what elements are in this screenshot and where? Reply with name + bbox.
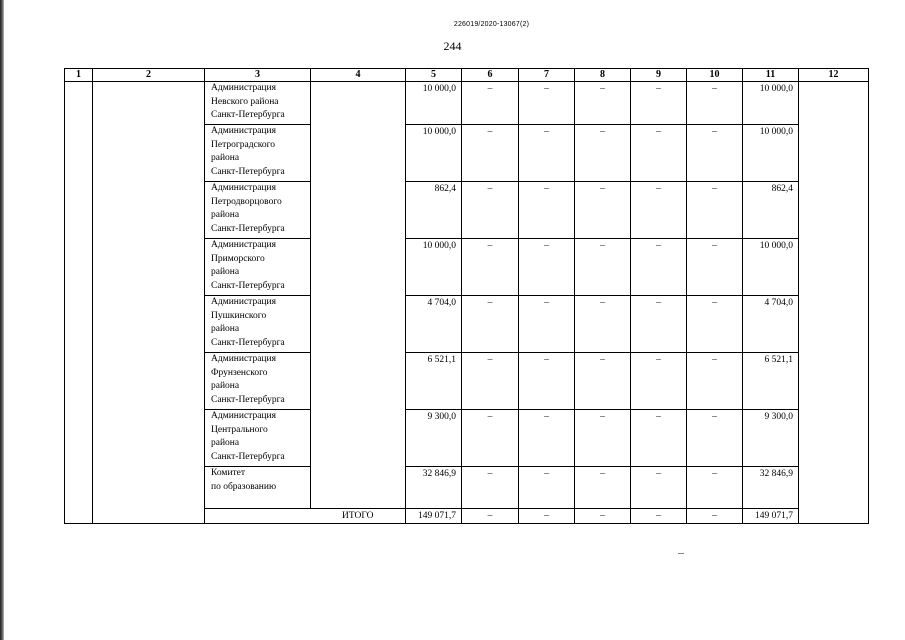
recipient-name-line: Санкт-Петербурга [211,394,285,405]
total-blank-cell [205,509,311,524]
col4-merged-cell [311,82,406,509]
recipient-name-line: Администрация [211,83,276,93]
empty-dash-cell: – [519,182,575,239]
recipient-name-line: Центрального [211,424,268,435]
amount-col11-cell: 6 521,1 [743,353,799,410]
scan-speck [678,553,684,554]
amount-col5-cell: 10 000,0 [406,239,462,296]
recipient-name-cell [205,467,311,509]
recipient-name-cell [205,239,311,296]
empty-dash-cell: – [462,353,519,410]
recipient-name-line: Санкт-Петербурга [211,451,285,462]
recipient-name-line: Администрация [211,411,276,421]
empty-dash-cell: – [687,239,743,296]
header-cell: 12 [799,69,869,82]
empty-dash-cell: – [462,82,519,125]
empty-dash-cell: – [631,296,687,353]
recipient-name-line: района [211,438,240,449]
empty-dash-cell: – [519,82,575,125]
amount-col5-cell: 10 000,0 [406,82,462,125]
empty-dash-cell: – [519,239,575,296]
col1-merged-cell [65,82,93,524]
header-cell: 5 [406,69,462,82]
empty-dash-cell: – [575,82,631,125]
recipient-name-line: по образованию [211,481,277,492]
recipient-name-line: Петродворцового [211,196,282,207]
empty-dash-cell: – [519,509,575,524]
empty-dash-cell: – [462,239,519,296]
header-cell: 4 [311,69,406,82]
recipient-name-cell [205,125,311,182]
header-cell: 6 [462,69,519,82]
recipient-name-cell [205,182,311,239]
table-row [65,82,869,125]
amount-col11-cell: 10 000,0 [743,239,799,296]
empty-dash-cell: – [687,467,743,509]
amount-col5-cell: 10 000,0 [406,125,462,182]
total-col11-cell: 149 071,7 [743,509,799,524]
empty-dash-cell: – [575,296,631,353]
recipient-name-line: Администрация [211,354,276,364]
recipient-name-line: Санкт-Петербурга [211,280,285,291]
empty-dash-cell: – [631,182,687,239]
empty-dash-cell: – [462,182,519,239]
empty-dash-cell: – [687,353,743,410]
empty-dash-cell: – [519,467,575,509]
empty-dash-cell: – [631,239,687,296]
scan-edge-shadow [0,0,4,640]
recipient-name-line: района [211,267,240,278]
empty-dash-cell: – [687,182,743,239]
empty-dash-cell: – [519,353,575,410]
recipient-name-cell [205,82,311,125]
amount-col5-cell: 862,4 [406,182,462,239]
empty-dash-cell: – [687,82,743,125]
recipient-name-line: района [211,381,240,392]
empty-dash-cell: – [687,410,743,467]
empty-dash-cell: – [575,509,631,524]
page-number: 244 [443,39,462,53]
empty-dash-cell: – [575,182,631,239]
amount-col11-cell: 9 300,0 [743,410,799,467]
document-code: 226019/2020-13067(2) [453,21,530,28]
table-body [65,82,869,524]
empty-dash-cell: – [631,125,687,182]
empty-dash-cell: – [575,239,631,296]
amount-col11-cell: 10 000,0 [743,82,799,125]
amount-col11-cell: 862,4 [743,182,799,239]
header-cell: 1 [65,69,93,82]
recipient-name-line: Комитет [211,468,246,478]
recipient-name-cell [205,296,311,353]
table-header-row [65,69,869,82]
empty-dash-cell: – [631,82,687,125]
recipient-name-line: Санкт-Петербурга [211,223,285,234]
recipient-name-line: района [211,153,240,164]
recipient-name-line: Петроградского [211,139,276,150]
col12-merged-cell [799,82,869,524]
empty-dash-cell: – [519,410,575,467]
amount-col5-cell: 6 521,1 [406,353,462,410]
amount-col11-cell: 32 846,9 [743,467,799,509]
recipient-name-line: Администрация [211,240,276,250]
empty-dash-cell: – [462,467,519,509]
empty-dash-cell: – [575,410,631,467]
header-cell: 10 [687,69,743,82]
header-cell: 9 [631,69,687,82]
empty-dash-cell: – [462,125,519,182]
col2-merged-cell [93,82,205,524]
amount-col5-cell: 32 846,9 [406,467,462,509]
empty-dash-cell: – [519,296,575,353]
recipient-name-line: Администрация [211,297,276,307]
total-label: ИТОГО [311,509,406,524]
recipient-name-line: Невского района [211,96,279,107]
empty-dash-cell: – [631,353,687,410]
recipient-name-line: Санкт-Петербурга [211,110,285,121]
empty-dash-cell: – [687,509,743,524]
total-col5-cell: 149 071,7 [406,509,462,524]
empty-dash-cell: – [631,410,687,467]
recipient-name-line: Администрация [211,183,276,193]
empty-dash-cell: – [462,509,519,524]
recipient-name-line: Санкт-Петербурга [211,337,285,348]
recipient-name-cell [205,410,311,467]
empty-dash-cell: – [575,467,631,509]
amount-col5-cell: 4 704,0 [406,296,462,353]
recipient-name-line: района [211,210,240,221]
header-cell: 7 [519,69,575,82]
empty-dash-cell: – [462,296,519,353]
recipient-name-cell [205,353,311,410]
empty-dash-cell: – [687,125,743,182]
empty-dash-cell: – [575,125,631,182]
empty-dash-cell: – [631,509,687,524]
budget-table [64,68,869,524]
empty-dash-cell: – [687,296,743,353]
empty-dash-cell: – [631,467,687,509]
header-cell: 2 [93,69,205,82]
recipient-name-line: Администрация [211,126,276,136]
amount-col11-cell: 10 000,0 [743,125,799,182]
amount-col11-cell: 4 704,0 [743,296,799,353]
recipient-name-line: Пушкинского [211,310,267,321]
header-cell: 3 [205,69,311,82]
recipient-name-line: Приморского [211,253,265,264]
empty-dash-cell: – [462,410,519,467]
amount-col5-cell: 9 300,0 [406,410,462,467]
recipient-name-line: Фрунзенского [211,367,268,378]
empty-dash-cell: – [519,125,575,182]
empty-dash-cell: – [575,353,631,410]
header-cell: 11 [743,69,799,82]
recipient-name-line: Санкт-Петербурга [211,166,285,177]
recipient-name-line: района [211,324,240,335]
header-cell: 8 [575,69,631,82]
